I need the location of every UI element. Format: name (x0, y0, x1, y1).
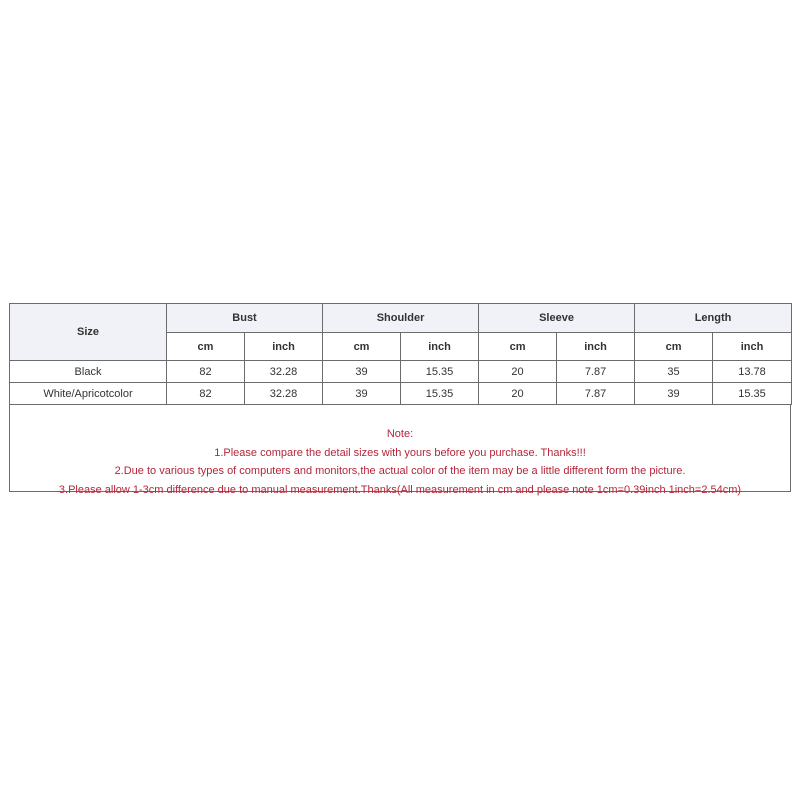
size-label: White/Apricotcolor (10, 383, 167, 405)
note-line: 2.Due to various types of computers and monitors,the actual color of the item may be a little different form the picture. (114, 465, 686, 477)
table-cell: 39 (635, 383, 713, 405)
size-table (9, 303, 792, 405)
size-column-header: Size (10, 304, 167, 361)
size-chart (9, 303, 791, 496)
table-row (10, 361, 792, 383)
unit-header: cm (323, 333, 401, 361)
unit-header: inch (557, 333, 635, 361)
table-cell: 20 (479, 361, 557, 383)
table-cell: 13.78 (713, 361, 792, 383)
table-cell: 7.87 (557, 361, 635, 383)
table-cell: 15.35 (401, 361, 479, 383)
size-label: Black (10, 361, 167, 383)
note-line: 1.Please compare the detail sizes with yours before you purchase. Thanks!!! (214, 446, 586, 459)
table-cell: 32.28 (245, 361, 323, 383)
table-cell: 39 (323, 361, 401, 383)
table-cell: 15.35 (713, 383, 792, 405)
shoulder-header: Shoulder (323, 304, 479, 333)
table-cell: 15.35 (401, 383, 479, 405)
unit-header: cm (635, 333, 713, 361)
unit-header: inch (245, 333, 323, 361)
unit-header: cm (479, 333, 557, 361)
table-row (10, 383, 792, 405)
table-cell: 20 (479, 383, 557, 405)
table-cell: 82 (167, 361, 245, 383)
length-header: Length (635, 304, 792, 333)
note-box (9, 405, 791, 496)
sleeve-header: Sleeve (479, 304, 635, 333)
group-header-row (10, 304, 792, 333)
unit-header: inch (713, 333, 792, 361)
note-title: Note: (386, 428, 414, 440)
unit-header: inch (401, 333, 479, 361)
note-line: 3.Please allow 1-3cm difference due to manual measurement.Thanks(All measurement in cm and please note 1cm=0.39inch 1inch=2.54cm) (58, 483, 742, 496)
table-cell: 39 (323, 383, 401, 405)
bust-header: Bust (167, 304, 323, 333)
table-cell: 7.87 (557, 383, 635, 405)
table-cell: 35 (635, 361, 713, 383)
table-cell: 32.28 (245, 383, 323, 405)
unit-header: cm (167, 333, 245, 361)
table-cell: 82 (167, 383, 245, 405)
